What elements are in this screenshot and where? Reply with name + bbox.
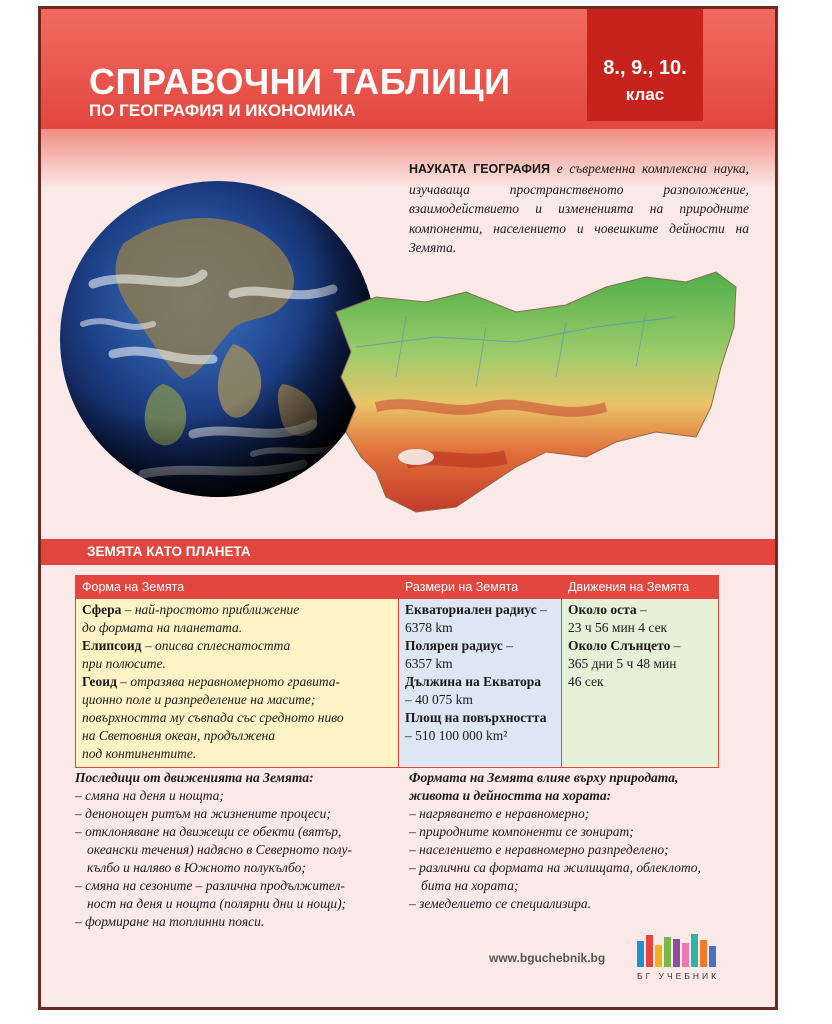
- geoid-term: Геоид: [82, 674, 117, 689]
- intro-text: е съвременна комплексна наука, изучаваща пространственото разположение, взаимодействието и измененията на природните компоненти, населението и човешките дейности на Земята.: [409, 161, 749, 255]
- list-item: ност на деня и нощта (полярни дни и нощи);: [87, 896, 347, 911]
- geoid-text-4: на Световния океан, продължена: [82, 728, 276, 743]
- list-item: – природните компоненти се зонират;: [409, 824, 634, 839]
- geoid-text-3: повърхността му съвпада със средното ниво: [82, 710, 344, 725]
- col-header-motion: Движения на Земята: [562, 576, 719, 599]
- ellipsoid-term: Елипсоид: [82, 638, 142, 653]
- eq-length-value: – 40 075 km: [405, 692, 473, 707]
- page-subtitle: ПО ГЕОГРАФИЯ И ИКОНОМИКА: [89, 101, 356, 120]
- sun-dash: –: [670, 638, 681, 653]
- logo-bar: [673, 939, 680, 967]
- list-item: – различни са формата на жилищата, облеклото,: [409, 860, 701, 875]
- list-item: – населението е неравномерно разпределено;: [409, 842, 669, 857]
- list-item: бита на хората;: [421, 878, 519, 893]
- polar-radius-value: 6357 km: [405, 656, 453, 671]
- shape-effects-block: [409, 769, 749, 913]
- grade-word: клас: [625, 85, 665, 104]
- consequences-block: [75, 769, 405, 931]
- ellipsoid-text: – описва сплеснатостта: [141, 638, 291, 653]
- axis-value: 23 ч 56 мин 4 сек: [568, 620, 668, 635]
- motion-cell: [562, 599, 719, 768]
- logo-bar: [691, 934, 698, 967]
- sun-value: 365 дни 5 ч 48 мин: [568, 656, 677, 671]
- logo-bar: [700, 940, 707, 967]
- col-header-shape: Форма на Земята: [76, 576, 399, 599]
- polar-radius-dash: –: [502, 638, 513, 653]
- section-title: ЗЕМЯТА КАТО ПЛАНЕТА: [87, 544, 251, 559]
- logo-bar: [682, 943, 689, 967]
- list-item: – смяна на сезоните – различна продължител-: [75, 878, 345, 893]
- logo-bar: [646, 935, 653, 967]
- ellipsoid-text-2: при полюсите.: [82, 656, 166, 671]
- eq-radius-label: Екваториален радиус: [405, 602, 537, 617]
- area-value: – 510 100 000 km²: [405, 728, 508, 743]
- intro-lead: НАУКАТА ГЕОГРАФИЯ: [409, 162, 550, 176]
- list-item: – денонощен ритъм на жизнените процеси;: [75, 806, 331, 821]
- earth-facts-table: [75, 575, 719, 768]
- shape-cell: [76, 599, 399, 768]
- col-header-size: Размери на Земята: [399, 576, 562, 599]
- logo-bar: [655, 945, 662, 967]
- page-frame: [38, 6, 778, 1010]
- list-item: кълбо и наляво в Южното полукълбо;: [87, 860, 306, 875]
- logo-text: БГ УЧЕБНИК: [637, 971, 720, 981]
- list-item: – отклоняване на движещи се обекти (вятър,: [75, 824, 342, 839]
- sphere-text-2: до формата на планетата.: [82, 620, 243, 635]
- eq-radius-value: 6378 km: [405, 620, 453, 635]
- geoid-text-2: ционно поле и разпределение на масите;: [82, 692, 316, 707]
- table-header-row: [76, 576, 719, 599]
- grade-numbers: 8., 9., 10.: [603, 57, 687, 79]
- list-item: – земеделието се специализира.: [409, 896, 591, 911]
- sphere-term: Сфера: [82, 602, 122, 617]
- page-title: СПРАВОЧНИ ТАБЛИЦИ: [89, 61, 511, 102]
- eq-length-label: Дължина на Екватора: [405, 674, 542, 689]
- geoid-text-5: под континентите.: [82, 746, 197, 761]
- geoid-text: – отразява неравномерното гравита-: [116, 674, 341, 689]
- axis-label: Около оста: [568, 602, 637, 617]
- bulgaria-relief-map-image: [316, 257, 746, 527]
- list-item: – нагряването е неравномерно;: [409, 806, 590, 821]
- polar-radius-label: Полярен радиус: [405, 638, 503, 653]
- grade-badge: [587, 9, 703, 121]
- sun-value-2: 46 сек: [568, 674, 604, 689]
- list-item: океански течения) надясно в Северното полу-: [87, 842, 352, 857]
- list-item: – формиране на топлинни пояси.: [75, 914, 265, 929]
- eq-radius-dash: –: [536, 602, 547, 617]
- logo-bar: [664, 937, 671, 967]
- intro-paragraph: [409, 159, 749, 258]
- shape-effects-heading-2: живота и дейността на хората:: [409, 788, 612, 803]
- axis-dash: –: [636, 602, 647, 617]
- area-label: Площ на повърхността: [405, 710, 547, 725]
- list-item: – смяна на деня и нощта;: [75, 788, 224, 803]
- consequences-heading: Последици от движенията на Земята:: [75, 770, 314, 785]
- footer-url: www.bguchebnik.bg: [489, 951, 606, 965]
- logo-bar: [709, 946, 716, 967]
- sphere-text: – най-простото приближение: [121, 602, 300, 617]
- logo-bar: [637, 941, 644, 967]
- sun-label: Около Слънцето: [568, 638, 671, 653]
- table-row: [76, 599, 719, 768]
- size-cell: [399, 599, 562, 768]
- shape-effects-heading: Формата на Земята влияе върху природата,: [409, 770, 679, 785]
